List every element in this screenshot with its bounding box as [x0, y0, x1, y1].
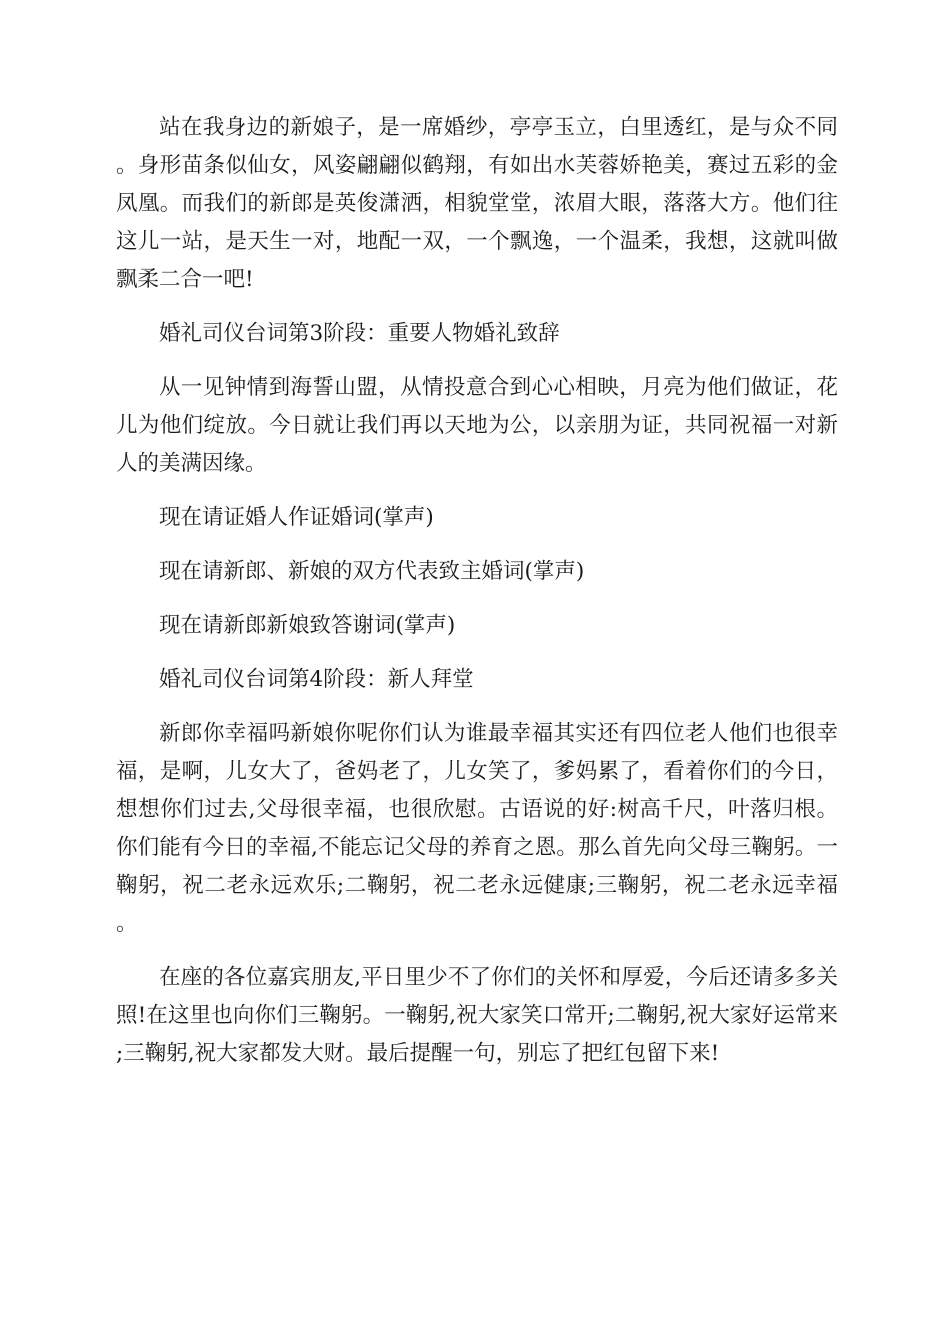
paragraph-bow-to-guests: 在座的各位嘉宾朋友,平日里少不了你们的关怀和厚爱，今后还请多多关照!在这里也向你们三鞠躬。一鞠躬,祝大家笑口常开;二鞠躬,祝大家好运常来;三鞠躬,祝大家都发大财。最后提醒一句，别忘了把红包留下来! [116, 965, 838, 1066]
paragraph-bride-groom-description: 站在我身边的新娘子，是一席婚纱，亭亭玉立，白里透红，是与众不同。身形苗条似仙女，风姿翩翩似鹤翔，有如出水芙蓉娇艳美，赛过五彩的金凤凰。而我们的新郎是英俊潇洒，相貌堂堂，浓眉大眼，落落大方。他们往这儿一站，是天生一对，地配一双，一个飘逸，一个温柔，我想，这就叫做飘柔二合一吧! [116, 115, 838, 292]
document-body [116, 109, 838, 1073]
paragraph-blessing: 从一见钟情到海誓山盟，从情投意合到心心相映，月亮为他们做证，花儿为他们绽放。今日就让我们再以天地为公，以亲朋为证，共同祝福一对新人的美满因缘。 [116, 375, 838, 476]
section-heading-stage-3: 婚礼司仪台词第3阶段：重要人物婚礼致辞 [159, 321, 560, 346]
paragraph-thanks-speech: 现在请新郎新娘致答谢词(掌声) [159, 613, 456, 638]
paragraph-bow-to-parents: 新郎你幸福吗新娘你呢你们认为谁最幸福其实还有四位老人他们也很幸福，是啊，儿女大了，爸妈老了，儿女笑了，爹妈累了，看着你们的今日，想想你们过去,父母很幸福，也很欣慰。古语说的好:树高千尺，叶落归根。你们能有今日的幸福,不能忘记父母的养育之恩。那么首先向父母三鞠躬。一鞠躬，祝二老永远欢乐;二鞠躬，祝二老永远健康;三鞠躬，祝二老永远幸福。 [116, 721, 838, 936]
section-heading-stage-4: 婚礼司仪台词第4阶段：新人拜堂 [159, 667, 474, 692]
paragraph-witness-speech: 现在请证婚人作证婚词(掌声) [159, 505, 434, 530]
paragraph-representative-speech: 现在请新郎、新娘的双方代表致主婚词(掌声) [159, 559, 585, 584]
